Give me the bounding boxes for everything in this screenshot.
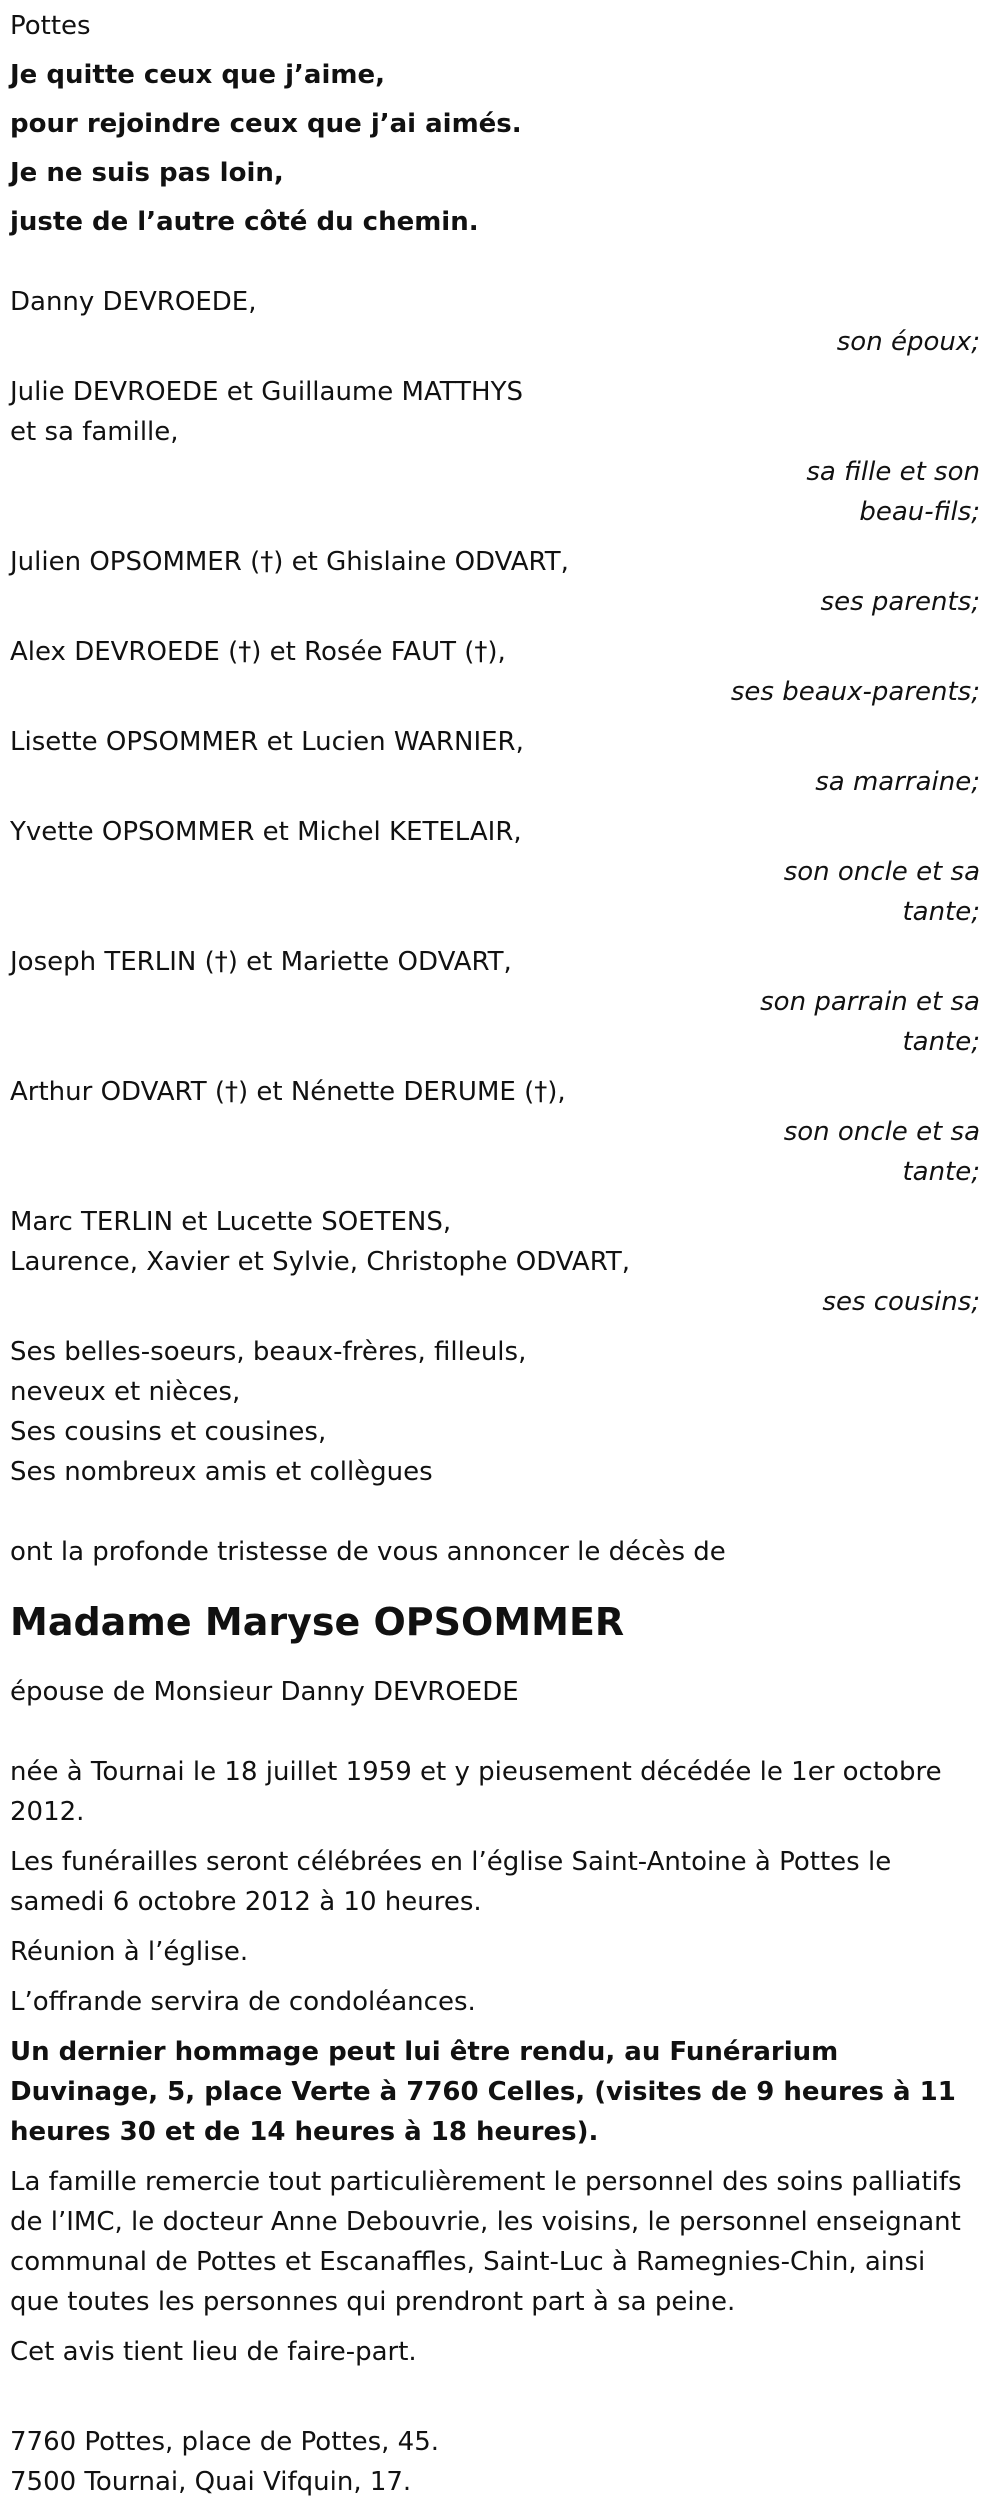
obituary-content xyxy=(10,6,980,2502)
extended-family-line: Ses nombreux amis et collègues xyxy=(10,1457,433,1487)
deceased-name: Madame Maryse OPSOMMER xyxy=(10,1600,625,1644)
family-entry xyxy=(10,1202,980,1322)
family-relation: ses parents; xyxy=(820,587,980,617)
verse-line: juste de l’autre côté du chemin. xyxy=(10,207,479,237)
family-entry xyxy=(10,632,980,712)
family-entry xyxy=(10,1072,980,1192)
family-names: Arthur ODVART (†) et Nénette DERUME (†), xyxy=(10,1077,566,1107)
location-header: Pottes xyxy=(10,11,91,41)
family-names: et sa famille, xyxy=(10,417,179,447)
verse-line: Je quitte ceux que j’aime, xyxy=(10,60,385,90)
verse-line: Je ne suis pas loin, xyxy=(10,158,284,188)
family-names: Danny DEVROEDE, xyxy=(10,287,257,317)
family-names: Alex DEVROEDE (†) et Rosée FAUT (†), xyxy=(10,637,506,667)
family-relation: ses beaux-parents; xyxy=(730,677,980,707)
family-relation: tante; xyxy=(902,1157,980,1187)
offering-text: L’offrande servira de condoléances. xyxy=(10,1987,476,2017)
funeral-text: Les funérailles seront célébrées en l’église Saint-Antoine à Pottes le samedi 6 octobre 2012 à 10 heures. xyxy=(10,1847,892,1917)
address-line: 7760 Pottes, place de Pottes, 45. xyxy=(10,2427,439,2457)
family-relation: beau-fils; xyxy=(859,497,980,527)
family-relation: tante; xyxy=(902,1027,980,1057)
family-names: Marc TERLIN et Lucette SOETENS, xyxy=(10,1207,452,1237)
family-entry xyxy=(10,812,980,932)
family-relation: sa fille et son xyxy=(806,457,980,487)
address-line: 7500 Tournai, Quai Vifquin, 17. xyxy=(10,2467,412,2497)
family-names: Lisette OPSOMMER et Lucien WARNIER, xyxy=(10,727,524,757)
spouse-line: épouse de Monsieur Danny DEVROEDE xyxy=(10,1677,519,1707)
family-entry xyxy=(10,542,980,622)
thanks-text: La famille remercie tout particulièrement le personnel des soins palliatifs de l’IMC, le docteur Anne Debouvrie, les voisins, le personnel enseignant communal de Pottes et Escanaffles, Saint-Luc à Ramegnies-Chin, ainsi que toutes les personnes qui prendront part à sa peine. xyxy=(10,2167,962,2317)
verse xyxy=(10,55,980,242)
family-relation: tante; xyxy=(902,897,980,927)
family-entry xyxy=(10,282,980,362)
family-relation: ses cousins; xyxy=(822,1287,980,1317)
extended-family-line: neveux et nièces, xyxy=(10,1377,241,1407)
family-relation: son oncle et sa xyxy=(783,857,980,887)
family-entry xyxy=(10,722,980,802)
extended-family-line: Ses belles-soeurs, beaux-frères, filleuls, xyxy=(10,1337,527,1367)
extended-family-line: Ses cousins et cousines, xyxy=(10,1417,327,1447)
family-entry xyxy=(10,372,980,532)
family-list xyxy=(10,282,980,1322)
announcement: ont la profonde tristesse de vous annoncer le décès de xyxy=(10,1537,726,1567)
family-entry xyxy=(10,942,980,1062)
addresses xyxy=(10,2422,980,2502)
family-relation: sa marraine; xyxy=(815,767,980,797)
meeting-text: Réunion à l’église. xyxy=(10,1937,249,1967)
family-relation: son oncle et sa xyxy=(783,1117,980,1147)
notice-text: Cet avis tient lieu de faire-part. xyxy=(10,2337,417,2367)
birth-death-text: née à Tournai le 18 juillet 1959 et y pieusement décédée le 1er octobre 2012. xyxy=(10,1757,942,1827)
verse-line: pour rejoindre ceux que j’ai aimés. xyxy=(10,109,522,139)
tribute-text: Un dernier hommage peut lui être rendu, au Funérarium Duvinage, 5, place Verte à 7760 Celles, (visites de 9 heures à 11 heures 30 et de 14 heures à 18 heures). xyxy=(10,2037,956,2147)
family-names: Julie DEVROEDE et Guillaume MATTHYS xyxy=(10,377,523,407)
family-names: Laurence, Xavier et Sylvie, Christophe ODVART, xyxy=(10,1247,631,1277)
extended-family xyxy=(10,1332,980,1492)
family-relation: son parrain et sa xyxy=(760,987,980,1017)
family-names: Joseph TERLIN (†) et Mariette ODVART, xyxy=(10,947,512,977)
family-names: Yvette OPSOMMER et Michel KETELAIR, xyxy=(10,817,522,847)
family-names: Julien OPSOMMER (†) et Ghislaine ODVART, xyxy=(10,547,569,577)
family-relation: son époux; xyxy=(836,327,980,357)
